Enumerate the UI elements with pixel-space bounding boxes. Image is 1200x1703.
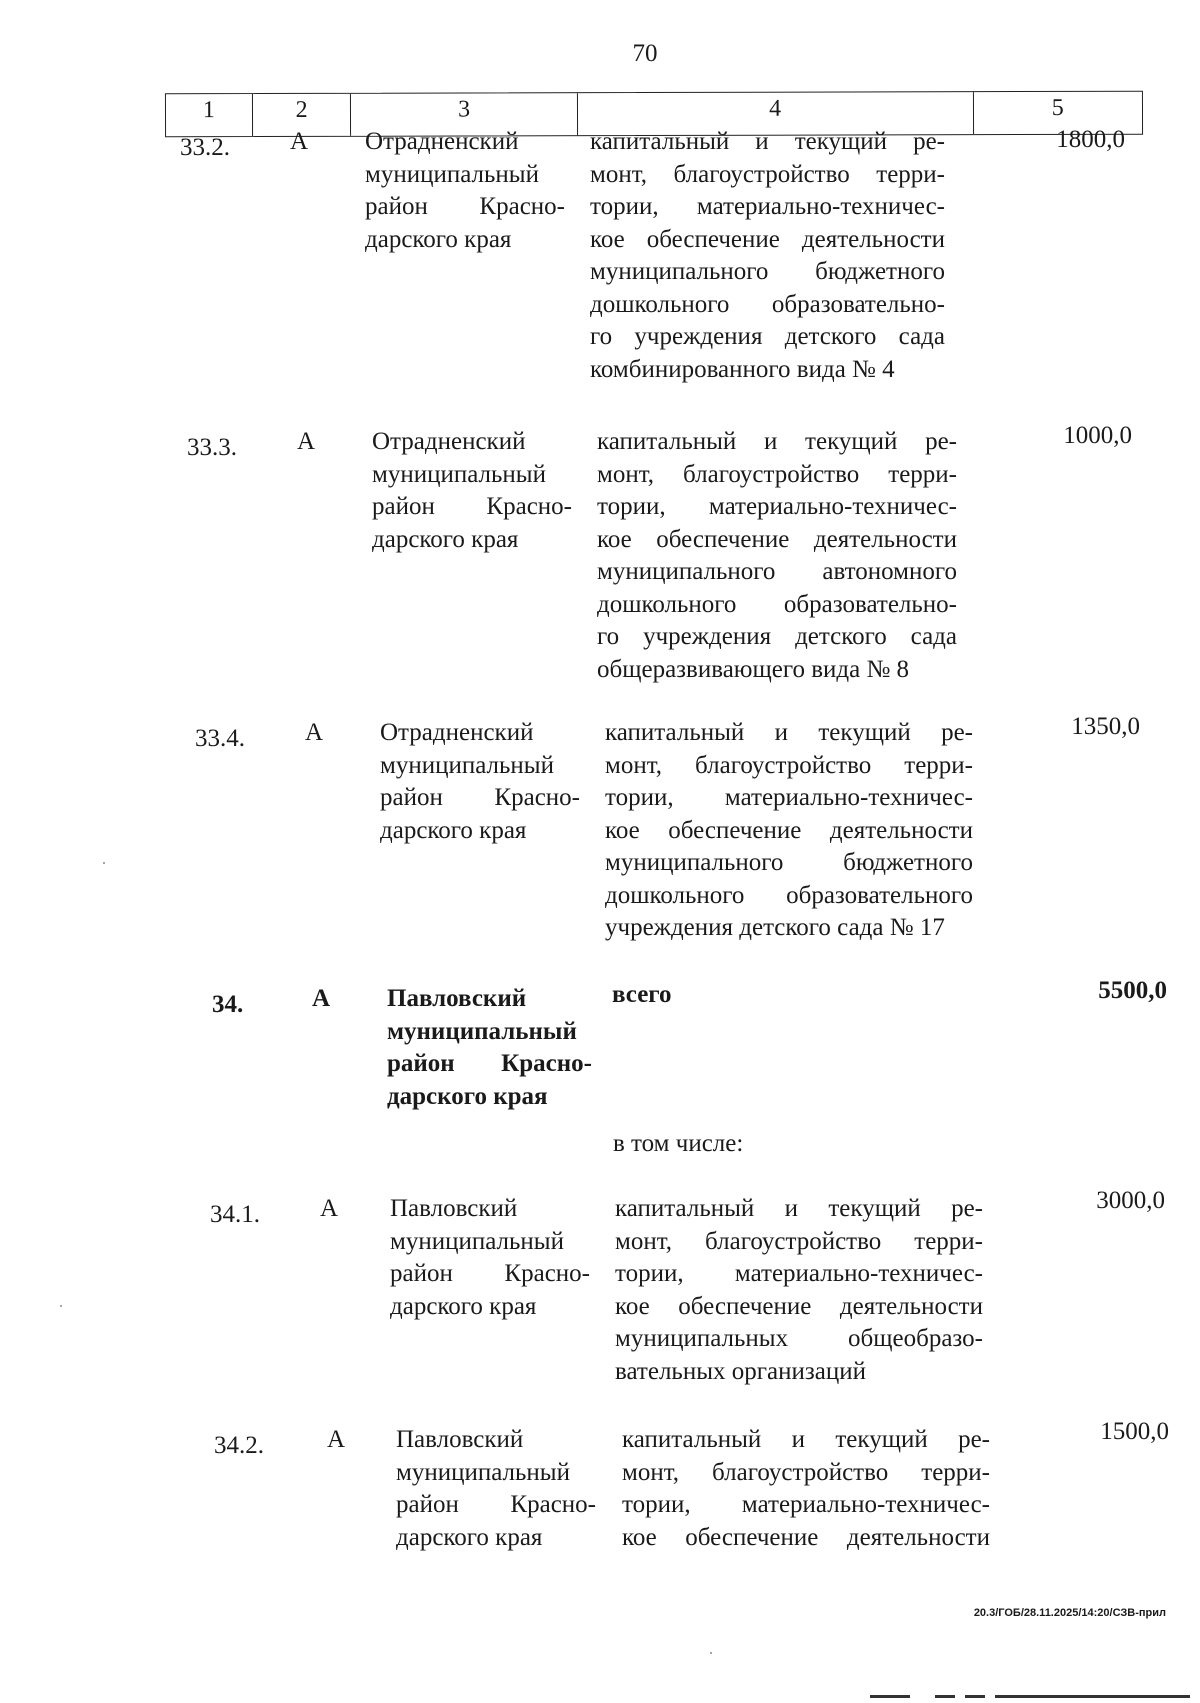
- row-group: А: [305, 719, 324, 746]
- scan-edge-mark: [935, 1695, 955, 1698]
- scan-edge-mark: [995, 1695, 1190, 1698]
- district-name: Павловский муниципальный район Красно- дарского края: [396, 1426, 596, 1551]
- description: всего: [612, 981, 672, 1008]
- row-group: А: [312, 985, 331, 1012]
- row-number: 34.: [212, 991, 244, 1018]
- header-col-5: 5: [1051, 94, 1064, 121]
- header-col-3: 3: [351, 93, 577, 136]
- amount: 1000,0: [1063, 422, 1132, 449]
- row-number: 34.1.: [210, 1201, 260, 1228]
- scan-edge-mark: [870, 1695, 910, 1698]
- row-number: 33.2.: [180, 134, 230, 161]
- row-group: А: [297, 428, 316, 455]
- footer-code: 20.3/ГОБ/28.11.2025/14:20/СЗВ-прил: [973, 1607, 1166, 1619]
- scan-speck: [60, 1305, 62, 1307]
- district-name: Павловский муниципальный район Красно- дарского края: [390, 1195, 590, 1320]
- page-number: 70: [632, 40, 658, 67]
- description: капитальный и текущий ре- монт, благоустройство терри- тории, материально-техничес- кое обеспечение деятельности муниципального бюджетного дошкольного образовательно- го учреждения детского сада комбинированного вида № 4: [590, 128, 945, 383]
- scan-edge-mark: [965, 1695, 985, 1698]
- district-name: Отрадненский муниципальный район Красно- дарского края: [365, 128, 565, 253]
- amount: 3000,0: [1096, 1187, 1165, 1214]
- district-name: Отрадненский муниципальный район Красно- дарского края: [372, 428, 572, 553]
- amount: 1350,0: [1071, 713, 1140, 740]
- header-col-2: 2: [253, 94, 352, 136]
- subtotal-note: в том числе:: [613, 1130, 744, 1157]
- row-group: А: [290, 128, 309, 155]
- row-number: 33.4.: [195, 725, 245, 752]
- scan-speck: [710, 1652, 712, 1654]
- row-group: А: [320, 1195, 339, 1222]
- district-name: Павловский муниципальный район Красно- дарского края: [387, 985, 592, 1110]
- row-group: А: [327, 1426, 346, 1453]
- amount: 5500,0: [1098, 977, 1167, 1004]
- row-number: 34.2.: [214, 1432, 264, 1459]
- header-col-1: 1: [166, 94, 253, 136]
- district-name: Отрадненский муниципальный район Красно- дарского края: [380, 719, 580, 844]
- header-col-4: 4: [578, 92, 974, 135]
- description: капитальный и текущий ре- монт, благоустройство терри- тории, материально-техничес- кое обеспечение деятельности муниципального бюджетного дошкольного образовательного учреждения детского сада № 17: [605, 719, 973, 941]
- scan-speck: [103, 862, 105, 864]
- amount: 1800,0: [1056, 126, 1125, 153]
- description: капитальный и текущий ре- монт, благоустройство терри- тории, материально-техничес- кое обеспечение деятельности: [622, 1426, 990, 1551]
- amount: 1500,0: [1100, 1418, 1169, 1445]
- description: капитальный и текущий ре- монт, благоустройство терри- тории, материально-техничес- кое обеспечение деятельности муниципального автономного дошкольного образовательно- го учреждения детского сада общеразвивающего вида № 8: [597, 428, 957, 683]
- row-number: 33.3.: [187, 434, 237, 461]
- description: капитальный и текущий ре- монт, благоустройство терри- тории, материально-техничес- кое обеспечение деятельности муниципальных общеобразо- вательных организаций: [615, 1195, 983, 1385]
